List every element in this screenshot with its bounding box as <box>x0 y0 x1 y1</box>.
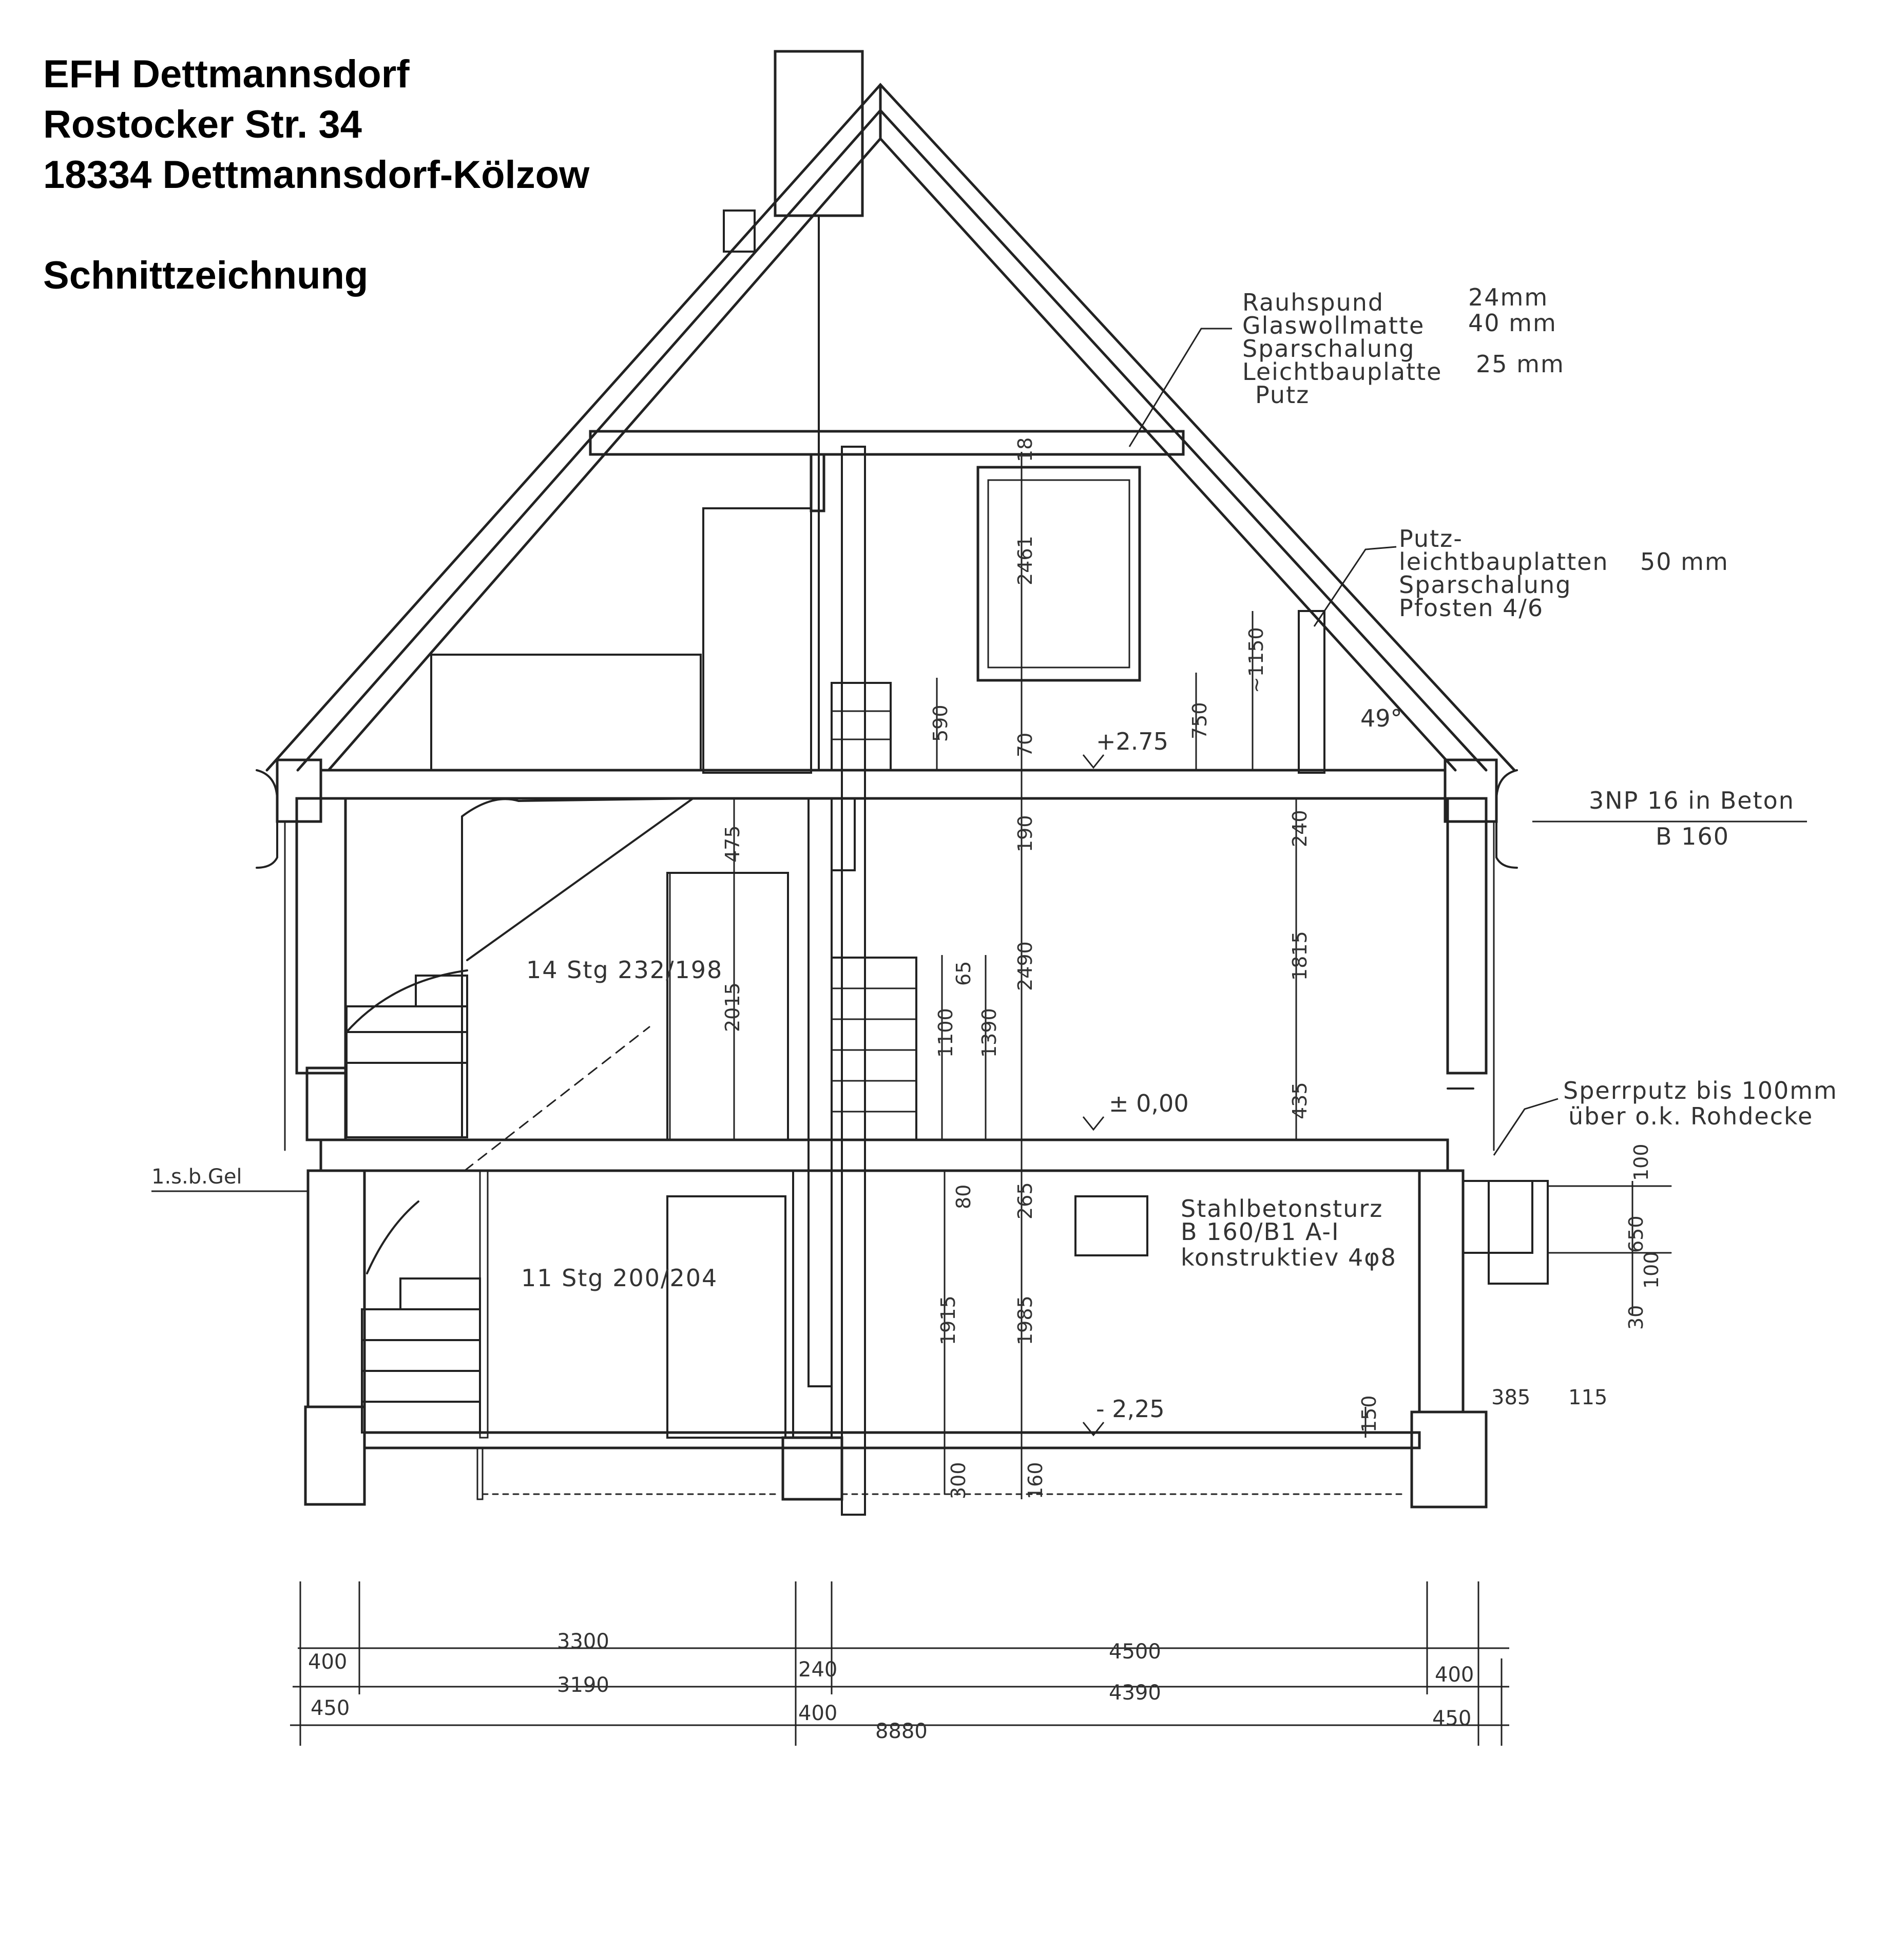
attic-window <box>978 467 1140 680</box>
dim-base-300: 300 <box>947 1462 970 1499</box>
dim-top-18: 18 <box>1014 437 1036 462</box>
roof-note-2: Sparschalung <box>1242 335 1415 362</box>
stairs-upper-label: 14 Stg 232/198 <box>526 956 723 984</box>
ring-beam-1: B 160 <box>1656 823 1729 850</box>
lintel-1: B 160/B1 A-I <box>1181 1218 1340 1246</box>
street-address: Rostocker Str. 34 <box>43 103 362 146</box>
lintel-2: konstruktiev 4φ8 <box>1181 1244 1397 1271</box>
building-section <box>257 51 1671 1515</box>
dim-r1-2: 240 <box>798 1658 838 1682</box>
wall-note-1: leichtbauplatten <box>1399 548 1609 576</box>
drawing-type: Schnittzeichnung <box>43 254 369 297</box>
dim-attic-590: 590 <box>929 704 952 742</box>
roof-note-3: Leichtbauplatte <box>1242 358 1443 386</box>
dim-wall-435: 435 <box>1288 1082 1311 1119</box>
ring-beam-0: 3NP 16 in Beton <box>1589 787 1795 814</box>
dim-r2-1: 3190 <box>557 1673 609 1697</box>
dim-door-2015: 2015 <box>721 982 744 1032</box>
dim-r1-0: 400 <box>308 1650 348 1674</box>
ground-floor-slab <box>321 1140 1448 1171</box>
dim-attic-750: 750 <box>1188 702 1211 739</box>
roof-note-4: Putz <box>1255 381 1310 409</box>
dim-win-1390: 1390 <box>978 1008 1001 1058</box>
dim-base-1915: 1915 <box>937 1295 959 1345</box>
dim-ext-30: 30 <box>1625 1305 1647 1330</box>
wall-note-2: Sparschalung <box>1399 571 1572 599</box>
dim-attic-70: 70 <box>1014 732 1036 757</box>
level-markers <box>1083 728 1189 1435</box>
wall-note-3: Pfosten 4/6 <box>1399 594 1544 622</box>
right-exterior-wall <box>1448 798 1486 1073</box>
dim-r2-2: 400 <box>798 1702 838 1725</box>
left-exterior-wall <box>297 798 345 1073</box>
dim-base-265: 265 <box>1014 1182 1036 1219</box>
roof-note-val-3: 25 mm <box>1476 350 1565 378</box>
dim-base-150: 150 <box>1358 1395 1380 1433</box>
dim-win-1100: 1100 <box>934 1008 957 1058</box>
dim-total: 8880 <box>875 1720 928 1743</box>
sperrputz-0: Sperrputz bis 100mm <box>1563 1077 1838 1104</box>
dim-attic-1150: ~1150 <box>1245 627 1267 693</box>
level-ground: ± 0,00 <box>1109 1090 1189 1117</box>
dim-base-80: 80 <box>952 1184 975 1209</box>
basement-floor <box>364 1433 1419 1448</box>
wall-note-val: 50 mm <box>1640 548 1729 576</box>
level-basement: - 2,25 <box>1096 1395 1165 1423</box>
stair-lower <box>362 1201 480 1433</box>
dim-mid-2490: 2490 <box>1014 941 1036 991</box>
upper-floor-slab <box>321 770 1445 798</box>
sperrputz-1: über o.k. Rohdecke <box>1568 1102 1814 1130</box>
dim-mid-190: 190 <box>1014 815 1036 852</box>
dim-base-1985: 1985 <box>1014 1295 1036 1345</box>
roof-note-val-0: 24mm <box>1468 283 1549 311</box>
dim-base-160: 160 <box>1024 1462 1047 1499</box>
dim-ext-100a: 100 <box>1630 1143 1652 1181</box>
attic-railing <box>431 655 701 770</box>
chimney <box>775 51 862 216</box>
roof <box>267 85 1514 770</box>
dim-ext-115: 115 <box>1568 1386 1608 1409</box>
project-title: EFH Dettmannsdorf <box>43 52 410 96</box>
dim-wall-1815: 1815 <box>1288 931 1311 981</box>
dim-r2-4: 450 <box>1432 1707 1472 1730</box>
roof-note-0: Rauhspund <box>1242 289 1384 316</box>
dim-attic-window: 2461 <box>1014 536 1036 585</box>
roof-angle: 49° <box>1360 704 1402 732</box>
dim-wall-240: 240 <box>1288 810 1311 847</box>
dim-r2-3: 4390 <box>1109 1681 1161 1705</box>
wall-note-0: Putz- <box>1399 525 1463 552</box>
dim-r1-1: 3300 <box>557 1630 609 1653</box>
dim-win-65: 65 <box>952 961 975 986</box>
dim-door-475: 475 <box>721 825 744 863</box>
city-address: 18334 Dettmannsdorf-Kölzow <box>43 153 590 197</box>
level-attic: +2.75 <box>1096 728 1168 755</box>
basement-left-wall <box>308 1171 364 1407</box>
dim-ext-650: 650 <box>1625 1215 1647 1253</box>
dim-ext-385: 385 <box>1491 1386 1531 1409</box>
dim-r2-0: 450 <box>311 1696 350 1720</box>
roof-note-val-1: 40 mm <box>1468 309 1557 337</box>
basement-right-wall <box>1419 1171 1463 1412</box>
roof-note-1: Glaswollmatte <box>1242 312 1425 339</box>
dim-r1-4: 400 <box>1435 1663 1474 1687</box>
dim-ext-100b: 100 <box>1640 1251 1663 1289</box>
lintel-0: Stahlbetonsturz <box>1181 1195 1383 1223</box>
terrain-label: 1.s.b.Gel <box>151 1165 242 1189</box>
stairs-lower-label: 11 Stg 200/204 <box>521 1264 718 1292</box>
dim-r1-3: 4500 <box>1109 1640 1161 1664</box>
